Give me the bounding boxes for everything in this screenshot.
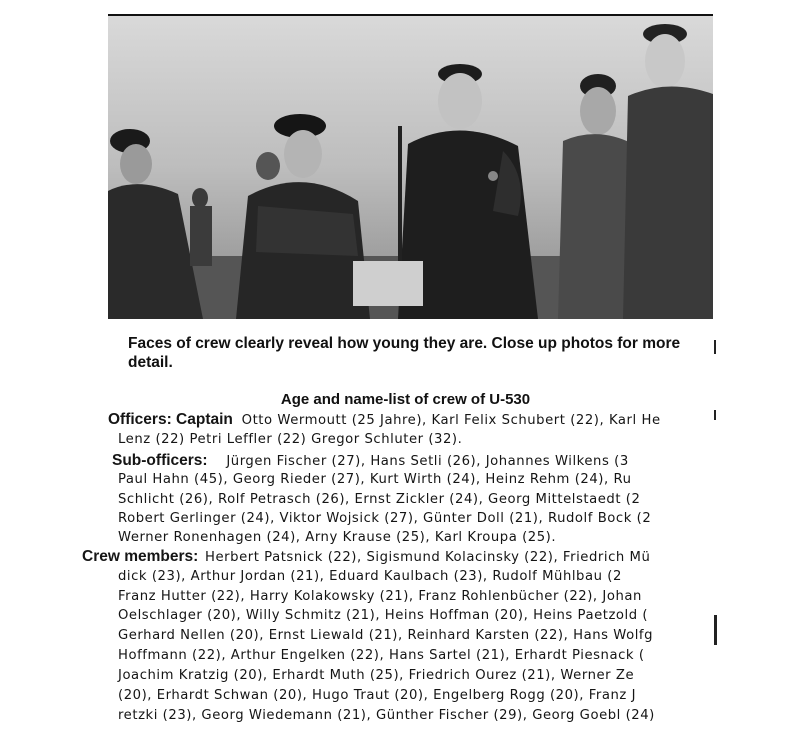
edge-mark: [714, 410, 716, 420]
crew-members-line-5: Gerhard Nellen (20), Ernst Liewald (21), Reinhard Karsten (22), Hans Wolfg: [118, 628, 654, 643]
photo-caption: Faces of crew clearly reveal how young they are. Close up photos for more detail.: [128, 335, 681, 371]
crew-members-line-1: [82, 547, 650, 567]
crew-list: [82, 410, 714, 730]
crew-members-line-3: Franz Hutter (22), Harry Kolakowsky (21), Franz Rohlenbücher (22), Johan: [118, 589, 642, 604]
crew-photo: [108, 14, 713, 319]
list-title: Age and name-list of crew of U-530: [280, 391, 531, 408]
edge-mark: [714, 615, 717, 645]
officers-line-1: [108, 410, 661, 430]
sub-officers-text: Jürgen Fischer (27), Hans Setli (26), Johannes Wilkens (3: [226, 454, 629, 469]
officers-text: Otto Wermoutt (25 Jahre), Karl Felix Schubert (22), Karl He: [241, 413, 661, 428]
crew-members-line-6: Hoffmann (22), Arthur Engelken (22), Hans Sartel (21), Erhardt Piesnack (: [118, 648, 645, 663]
sub-officers-line-1: [112, 451, 629, 471]
crew-figure-4: [256, 152, 280, 180]
officers-heading: Officers: Captain: [108, 411, 233, 428]
officers-line-2: Lenz (22) Petri Leffler (22) Gregor Schluter (32).: [118, 432, 463, 447]
sub-officers-line-4: Robert Gerlinger (24), Viktor Wojsick (27), Günter Doll (21), Rudolf Bock (2: [118, 511, 652, 526]
sub-officers-line-3: Schlicht (26), Rolf Petrasch (26), Ernst Zickler (24), Georg Mittelstaedt (2: [118, 492, 641, 507]
crew-members-line-8: (20), Erhardt Schwan (20), Hugo Traut (20), Engelberg Rogg (20), Franz J: [118, 688, 637, 703]
crew-members-text: Herbert Patsnick (22), Sigismund Kolacinsky (22), Friedrich Mü: [205, 550, 651, 565]
crew-members-line-2: dick (23), Arthur Jordan (21), Eduard Kaulbach (23), Rudolf Mühlbau (2: [118, 569, 622, 584]
sub-officers-line-5: Werner Ronenhagen (24), Arny Krause (25), Karl Kroupa (25).: [118, 530, 557, 545]
sub-officers-line-2: Paul Hahn (45), Georg Rieder (27), Kurt Wirth (24), Heinz Rehm (24), Ru: [118, 472, 632, 487]
crew-members-line-4: Oelschlager (20), Willy Schmitz (21), Heins Hoffman (20), Heins Paetzold (: [118, 608, 649, 623]
crew-members-line-7: Joachim Kratzig (20), Erhardt Muth (25), Friedrich Ourez (21), Werner Ze: [118, 668, 635, 683]
sub-officers-heading: Sub-officers:: [112, 452, 208, 469]
crew-members-heading: Crew members:: [82, 548, 199, 565]
edge-mark: [714, 340, 716, 354]
crew-members-line-9: retzki (23), Georg Wiedemann (21), Günther Fischer (29), Georg Goebl (24): [118, 708, 655, 723]
